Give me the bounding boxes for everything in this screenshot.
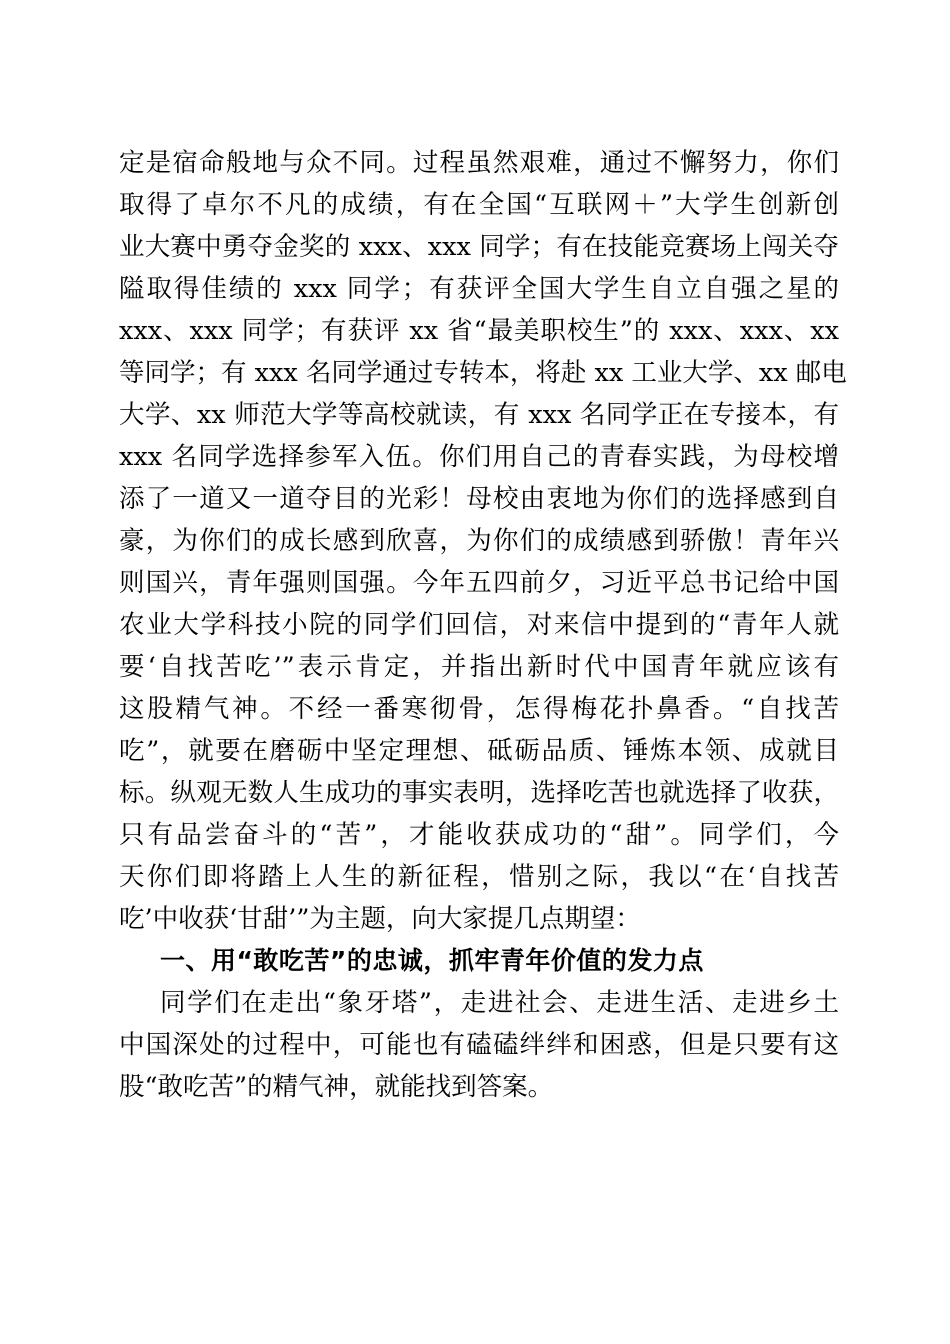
paragraph-line: 同学们在走出“象牙塔”，走进社会、走进生活、走进乡土 xyxy=(160,988,839,1018)
paragraph-line: 豪，为你们的成长感到欣喜，为你们的成绩感到骄傲！青年兴 xyxy=(119,526,839,556)
paragraph-line: 添了一道又一道夺目的光彩！母校由衷地为你们的选择感到自 xyxy=(119,484,839,514)
paragraph-line: 标。纵观无数人生成功的事实表明，选择吃苦也就选择了收获， xyxy=(119,778,839,808)
paragraph-line: 吃’中收获‘甘甜’”为主题，向大家提几点期望： xyxy=(119,904,641,934)
paragraph-line: 大学、xx 师范大学等高校就读，有 xxx 名同学正在专接本，有 xyxy=(119,400,839,430)
paragraph-line: 这股精气神。不经一番寒彻骨，怎得梅花扑鼻香。“自找苦 xyxy=(119,694,839,724)
paragraph-line: 业大赛中勇夺金奖的 xxx、xxx 同学；有在技能竞赛场上闯关夺 xyxy=(119,232,839,262)
paragraph-line: 吃”，就要在磨砺中坚定理想、砥砺品质、锤炼本领、成就目 xyxy=(119,736,839,766)
paragraph-line: 要‘自找苦吃’”表示肯定，并指出新时代中国青年就应该有 xyxy=(119,652,839,682)
paragraph-line: 股“敢吃苦”的精气神，就能找到答案。 xyxy=(119,1072,554,1102)
paragraph-line: 只有品尝奋斗的“苦”，才能收获成功的“甜”。同学们，今 xyxy=(119,820,839,850)
paragraph-line: 定是宿命般地与众不同。过程虽然艰难，通过不懈努力，你们 xyxy=(119,148,839,178)
section-heading: 一、用“敢吃苦”的忠诚，抓牢青年价值的发力点 xyxy=(160,946,704,975)
paragraph-line: xxx 名同学选择参军入伍。你们用自己的青春实践，为母校增 xyxy=(119,442,839,472)
paragraph-line: 农业大学科技小院的同学们回信，对来信中提到的“青年人就 xyxy=(119,610,839,640)
paragraph-line: 中国深处的过程中，可能也有磕磕绊绊和困惑，但是只要有这 xyxy=(119,1030,839,1060)
paragraph-line: xxx、xxx 同学；有获评 xx 省“最美职校生”的 xxx、xxx、xx xyxy=(119,316,839,346)
paragraph-line: 等同学；有 xxx 名同学通过专转本，将赴 xx 工业大学、xx 邮电 xyxy=(119,358,847,388)
paragraph-line: 则国兴，青年强则国强。今年五四前夕，习近平总书记给中国 xyxy=(119,568,839,598)
paragraph-line: 取得了卓尔不凡的成绩，有在全国“互联网＋”大学生创新创 xyxy=(119,190,839,220)
paragraph-line: 天你们即将踏上人生的新征程，惜别之际，我以“在‘自找苦 xyxy=(119,862,839,892)
paragraph-line: 隘取得佳绩的 xxx 同学；有获评全国大学生自立自强之星的 xyxy=(119,274,839,304)
